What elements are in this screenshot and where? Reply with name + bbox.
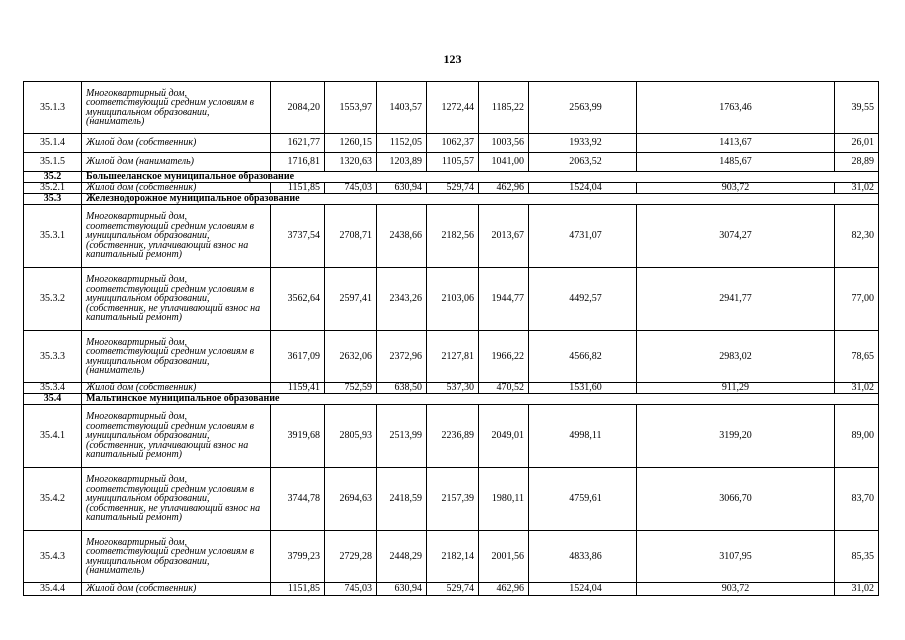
value-cell: 2438,66 [377, 205, 427, 268]
table-row [24, 405, 879, 468]
value-cell: 470,52 [479, 383, 529, 394]
value-cell: 3107,95 [637, 531, 835, 583]
value-cell: 2694,63 [325, 468, 377, 531]
value-cell: 1003,56 [479, 134, 529, 153]
value-cell: 1151,85 [271, 183, 325, 194]
section-title: Мальтинское муниципальное образование [82, 394, 879, 405]
row-code: 35.4.3 [24, 531, 82, 583]
value-cell: 28,89 [835, 153, 879, 172]
value-cell: 77,00 [835, 268, 879, 331]
section-title: Железнодорожное муниципальное образование [82, 194, 879, 205]
value-cell: 85,35 [835, 531, 879, 583]
value-cell: 3744,78 [271, 468, 325, 531]
value-cell: 2084,20 [271, 82, 325, 134]
value-cell: 4492,57 [529, 268, 637, 331]
row-code: 35.4.1 [24, 405, 82, 468]
value-cell: 1485,67 [637, 153, 835, 172]
value-cell: 2805,93 [325, 405, 377, 468]
section-code: 35.3 [24, 194, 82, 205]
row-description: Жилой дом (собственник) [82, 183, 271, 194]
table-row [24, 153, 879, 172]
section-code: 35.4 [24, 394, 82, 405]
value-cell: 3737,54 [271, 205, 325, 268]
value-cell: 1531,60 [529, 383, 637, 394]
value-cell: 745,03 [325, 583, 377, 596]
value-cell: 2983,02 [637, 331, 835, 383]
value-cell: 3562,64 [271, 268, 325, 331]
value-cell: 630,94 [377, 583, 427, 596]
row-description: Многоквартирный дом, соответствующий средним условиям в муниципальном образовании, (собственник, не уплачивающий взнос на капитальный ремонт) [82, 268, 271, 331]
value-cell: 1320,63 [325, 153, 377, 172]
section-row [24, 194, 879, 205]
value-cell: 3199,20 [637, 405, 835, 468]
value-cell: 1524,04 [529, 583, 637, 596]
section-row [24, 394, 879, 405]
value-cell: 1041,00 [479, 153, 529, 172]
value-cell: 2729,28 [325, 531, 377, 583]
value-cell: 1763,46 [637, 82, 835, 134]
value-cell: 1203,89 [377, 153, 427, 172]
value-cell: 1159,41 [271, 383, 325, 394]
row-description: Многоквартирный дом, соответствующий средним условиям в муниципальном образовании, (наниматель) [82, 331, 271, 383]
value-cell: 462,96 [479, 183, 529, 194]
value-cell: 2103,06 [427, 268, 479, 331]
value-cell: 4566,82 [529, 331, 637, 383]
row-code: 35.3.4 [24, 383, 82, 394]
value-cell: 2597,41 [325, 268, 377, 331]
value-cell: 1272,44 [427, 82, 479, 134]
value-cell: 4759,61 [529, 468, 637, 531]
value-cell: 1185,22 [479, 82, 529, 134]
value-cell: 630,94 [377, 183, 427, 194]
value-cell: 78,65 [835, 331, 879, 383]
value-cell: 2127,81 [427, 331, 479, 383]
value-cell: 1260,15 [325, 134, 377, 153]
value-cell: 1716,81 [271, 153, 325, 172]
value-cell: 1062,37 [427, 134, 479, 153]
table-row [24, 183, 879, 194]
value-cell: 31,02 [835, 383, 879, 394]
row-description: Жилой дом (собственник) [82, 583, 271, 596]
value-cell: 2013,67 [479, 205, 529, 268]
value-cell: 2941,77 [637, 268, 835, 331]
value-cell: 83,70 [835, 468, 879, 531]
value-cell: 462,96 [479, 583, 529, 596]
row-description: Многоквартирный дом, соответствующий средним условиям в муниципальном образовании, (собственник, уплачивающий взнос на капитальный ремонт) [82, 205, 271, 268]
row-description: Многоквартирный дом, соответствующий средним условиям в муниципальном образовании, (собственник, не уплачивающий взнос на капитальный ремонт) [82, 468, 271, 531]
value-cell: 2182,56 [427, 205, 479, 268]
value-cell: 1403,57 [377, 82, 427, 134]
value-cell: 26,01 [835, 134, 879, 153]
value-cell: 2418,59 [377, 468, 427, 531]
value-cell: 39,55 [835, 82, 879, 134]
section-row [24, 172, 879, 183]
row-code: 35.3.2 [24, 268, 82, 331]
value-cell: 752,59 [325, 383, 377, 394]
row-description: Многоквартирный дом, соответствующий средним условиям в муниципальном образовании, (наниматель) [82, 82, 271, 134]
value-cell: 1933,92 [529, 134, 637, 153]
value-cell: 529,74 [427, 583, 479, 596]
row-code: 35.3.1 [24, 205, 82, 268]
table-row [24, 331, 879, 383]
value-cell: 1413,67 [637, 134, 835, 153]
value-cell: 1152,05 [377, 134, 427, 153]
value-cell: 2157,39 [427, 468, 479, 531]
value-cell: 2049,01 [479, 405, 529, 468]
value-cell: 529,74 [427, 183, 479, 194]
table-row [24, 205, 879, 268]
value-cell: 2448,29 [377, 531, 427, 583]
row-code: 35.4.2 [24, 468, 82, 531]
row-code: 35.1.4 [24, 134, 82, 153]
value-cell: 2182,14 [427, 531, 479, 583]
value-cell: 3074,27 [637, 205, 835, 268]
value-cell: 903,72 [637, 183, 835, 194]
value-cell: 31,02 [835, 583, 879, 596]
row-description: Жилой дом (собственник) [82, 134, 271, 153]
tariff-table [23, 81, 879, 596]
value-cell: 1524,04 [529, 183, 637, 194]
table-row [24, 468, 879, 531]
value-cell: 1151,85 [271, 583, 325, 596]
value-cell: 89,00 [835, 405, 879, 468]
value-cell: 3919,68 [271, 405, 325, 468]
value-cell: 31,02 [835, 183, 879, 194]
value-cell: 3066,70 [637, 468, 835, 531]
row-description: Многоквартирный дом, соответствующий средним условиям в муниципальном образовании, (наниматель) [82, 531, 271, 583]
value-cell: 1621,77 [271, 134, 325, 153]
value-cell: 1944,77 [479, 268, 529, 331]
value-cell: 4998,11 [529, 405, 637, 468]
value-cell: 3799,23 [271, 531, 325, 583]
value-cell: 903,72 [637, 583, 835, 596]
value-cell: 1980,11 [479, 468, 529, 531]
row-code: 35.4.4 [24, 583, 82, 596]
row-code: 35.3.3 [24, 331, 82, 383]
value-cell: 2372,96 [377, 331, 427, 383]
table-row [24, 134, 879, 153]
section-code: 35.2 [24, 172, 82, 183]
value-cell: 911,29 [637, 383, 835, 394]
value-cell: 82,30 [835, 205, 879, 268]
value-cell: 1966,22 [479, 331, 529, 383]
row-description: Жилой дом (наниматель) [82, 153, 271, 172]
section-title: Большееланское муниципальное образование [82, 172, 879, 183]
page-number: 123 [443, 52, 462, 66]
row-code: 35.1.5 [24, 153, 82, 172]
value-cell: 4731,07 [529, 205, 637, 268]
row-code: 35.1.3 [24, 82, 82, 134]
value-cell: 3617,09 [271, 331, 325, 383]
value-cell: 1553,97 [325, 82, 377, 134]
value-cell: 1105,57 [427, 153, 479, 172]
value-cell: 2632,06 [325, 331, 377, 383]
value-cell: 638,50 [377, 383, 427, 394]
row-code: 35.2.1 [24, 183, 82, 194]
value-cell: 2513,99 [377, 405, 427, 468]
table-row [24, 268, 879, 331]
value-cell: 4833,86 [529, 531, 637, 583]
row-description: Многоквартирный дом, соответствующий средним условиям в муниципальном образовании, (собственник, уплачивающий взнос на капитальный ремонт) [82, 405, 271, 468]
table-row [24, 583, 879, 596]
table-row [24, 82, 879, 134]
value-cell: 2063,52 [529, 153, 637, 172]
value-cell: 2563,99 [529, 82, 637, 134]
value-cell: 2001,56 [479, 531, 529, 583]
table-body [24, 82, 879, 596]
value-cell: 2343,26 [377, 268, 427, 331]
row-description: Жилой дом (собственник) [82, 383, 271, 394]
table-row [24, 531, 879, 583]
value-cell: 2708,71 [325, 205, 377, 268]
table-row [24, 383, 879, 394]
value-cell: 745,03 [325, 183, 377, 194]
value-cell: 537,30 [427, 383, 479, 394]
value-cell: 2236,89 [427, 405, 479, 468]
